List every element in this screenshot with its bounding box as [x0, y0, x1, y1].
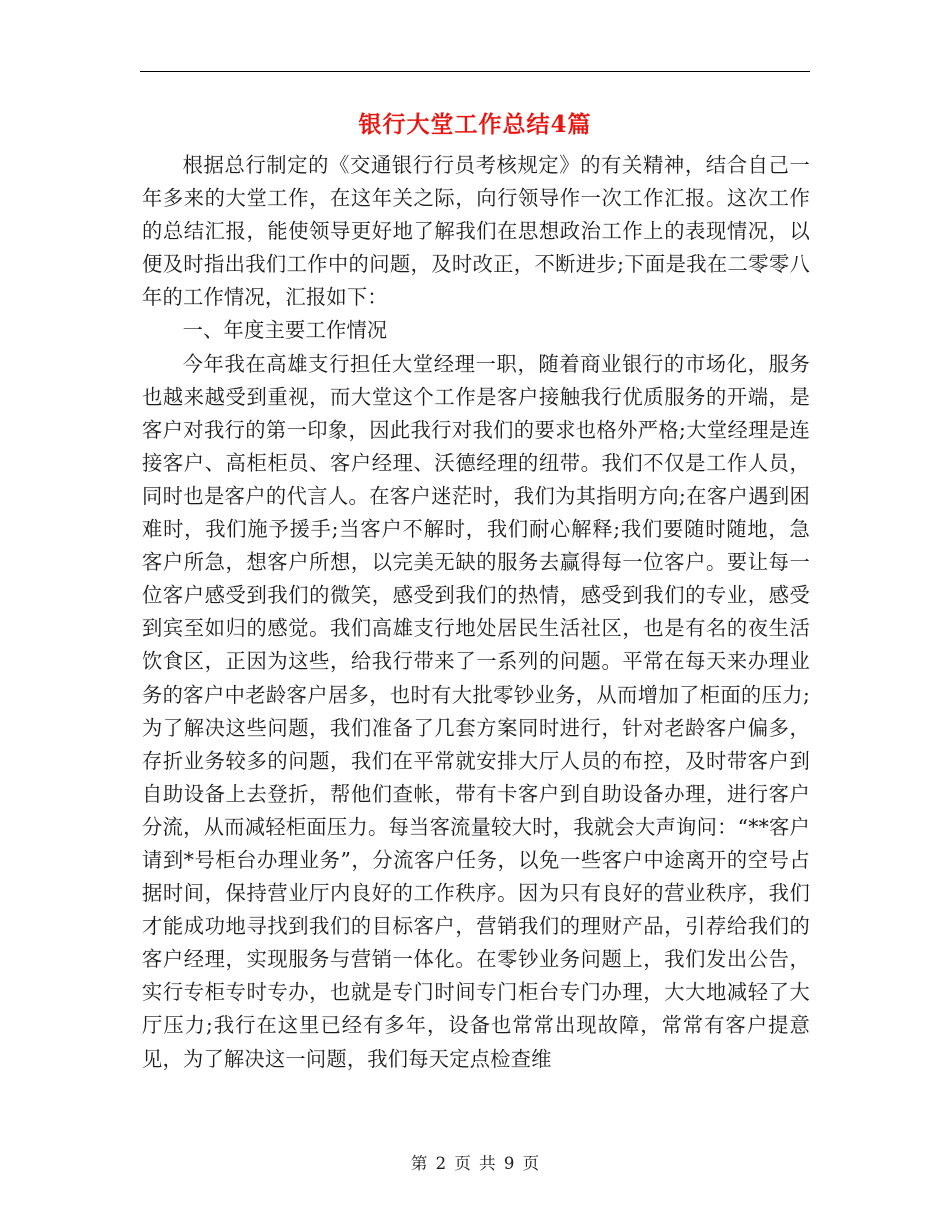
section-heading: 一、年度主要工作情况 [182, 318, 388, 343]
main-paragraph: 今年我在高雄支行担任大堂经理一职，随着商业银行的市场化，服务也越来越受到重视，而大堂这个工作是客户接触我行优质服务的开端，是客户对我行的第一印象，因此我行对我们的要求也格外严格;大堂经理是连接客户、高柜柜员、客户经理、沃德经理的纽带。我们不仅是工作人员，同时也是客户的代言人。在客户迷茫时，我们为其指明方向;在客户遇到困难时，我们施予援手;当客户不解时，我们耐心解释;我们要随时随地，急客户所急，想客户所想，以完美无缺的服务去赢得每一位客户。要让每一位客户感受到我们的微笑，感受到我们的热情，感受到我们的专业，感受到宾至如归的感觉。我们高雄支行地处居民生活社区，也是有名的夜生活饮食区，正因为这些，给我行带来了一系列的问题。平常在每天来办理业务的客户中老龄客户居多，也时有大批零钞业务，从而增加了柜面的压力;为了解决这些问题，我们准备了几套方案同时进行，针对老龄客户偏多，存折业务较多的问题，我们在平常就安排大厅人员的布控，及时带客户到自助设备上去登折，帮他们查帐，带有卡客户到自助设备办理，进行客户分流，从而减轻柜面压力。每当客流量较大时，我就会大声询问：“**客户请到*号柜台办理业务”，分流客户任务，以免一些客户中途离开的空号占据时间，保持营业厅内良好的工作秩序。因为只有良好的营业秩序，我们才能成功地寻找到我们的目标客户，营销我们的理财产品，引荐给我们的客户经理，实现服务与营销一体化。在零钞业务问题上，我们发出公告，实行专柜专时专办，也就是专门时间专门柜台专门办理，大大地减轻了大厅压力;我行在这里已经有多年，设备也常常出现故障，常常有客户提意见，为了解决这一问题，我们每天定点检查维 [142, 351, 810, 1071]
document-body [142, 149, 810, 1076]
header-rule [140, 71, 810, 72]
document-title: 银行大堂工作总结4篇 [358, 111, 592, 138]
page-number: 第 2 页 共 9 页 [410, 1154, 540, 1173]
intro-paragraph: 根据总行制定的《交通银行行员考核规定》的有关精神，结合自己一年多来的大堂工作，在这年关之际，向行领导作一次工作汇报。这次工作的总结汇报，能使领导更好地了解我们在思想政治工作上的表现情况，以便及时指出我们工作中的问题，及时改正，不断进步;下面是我在二零零八年的工作情况，汇报如下： [142, 153, 810, 310]
